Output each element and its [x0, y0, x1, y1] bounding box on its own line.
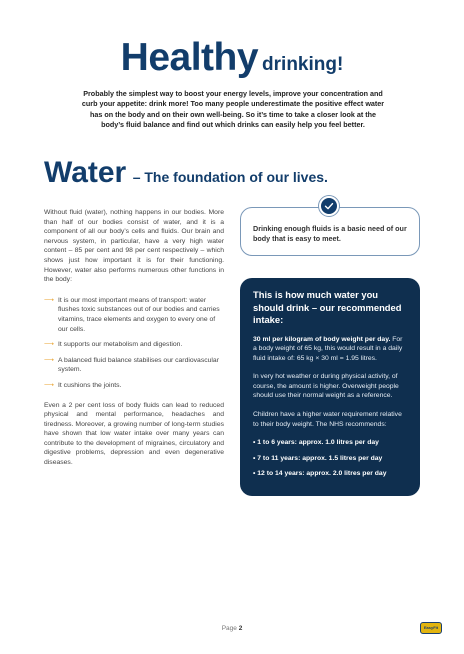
- callout-text: Drinking enough fluids is a basic need of our body that is easy to meet.: [253, 224, 407, 243]
- list-item: • 12 to 14 years: approx. 2.0 litres per day: [253, 470, 387, 478]
- children-note: Children have a higher water requirement relative to their body weight. The NHS recommends:: [253, 411, 402, 428]
- recommended-intake-box: [240, 278, 420, 496]
- section-title: [44, 156, 328, 190]
- intro-paragraph: Probably the simplest way to boost your energy levels, improve your concentration and curb your appetite: drink more! Too many people underestimate the positive effect water has on the body and on their own well-being. So it’s time to take a closer look at the body’s fluid balance and find out which drinks can easily help you feel better.: [81, 89, 385, 130]
- left-column: [44, 208, 224, 479]
- page-number: 2: [238, 625, 243, 632]
- page-header: [0, 36, 464, 80]
- page-footer: [0, 625, 464, 632]
- body-paragraph-2: Even a 2 per cent loss of body fluids can lead to reduced physical and mental performance, headaches and tiredness. Moreover, a growing number of long-term studies have shown that low water intake over many years can contribute to the development of migraines, circulatory and digestive problems, depression and even degenerative diseases.: [44, 401, 224, 467]
- infobox-title: This is how much water you should drink – our recommended intake:: [253, 289, 402, 325]
- arrow-icon: ⟶: [44, 381, 55, 389]
- hot-weather-note: In very hot weather or during physical activity, of course, the amount is higher. Overweight people should use their normal weight as a reference.: [253, 373, 399, 400]
- list-item: • 7 to 11 years: approx. 1.5 litres per day: [253, 454, 383, 462]
- page-label: Page: [221, 625, 237, 632]
- intake-rule: [253, 335, 408, 364]
- list-item: ⟶ A balanced fluid balance stabilises our cardiovascular system.: [44, 356, 219, 374]
- functions-list: [44, 296, 224, 391]
- intake-rule-text: For a body weight of 65 kg, this would result in a daily fluid intake of: 65 kg × 30 ml = 1.95 litres.: [253, 335, 403, 362]
- list-item: ⟶ It is our most important means of transport: water flushes toxic substances out of our bodies and carries vitamins, trace elements and oxygen to every one of our cells.: [44, 296, 220, 333]
- section-title-water: Water: [44, 156, 127, 189]
- check-icon: [319, 196, 339, 216]
- intake-rule-bold: 30 ml per kilogram of body weight per day.: [253, 335, 391, 343]
- age-intake-list: [253, 438, 408, 479]
- body-paragraph-1: Without fluid (water), nothing happens in our bodies. More than half of our bodies consist of water, and it is a component of all our body’s cells and fluids. Our brain and nervous system, in particular, have a very high water content – 85 per cent and 98 per cent respectively – which shows just how important it is for their functioning. However, water also performs numerous other functions in the body:: [44, 209, 224, 284]
- title-healthy: Healthy: [120, 36, 259, 79]
- list-item: • 1 to 6 years: approx. 1.0 litres per day: [253, 439, 379, 447]
- list-item: ⟶ It cushions the joints.: [44, 381, 122, 389]
- section-subtitle: – The foundation of our lives.: [132, 169, 328, 185]
- brand-logo: EasyFit: [420, 622, 442, 634]
- title-drinking: drinking!: [262, 54, 344, 75]
- arrow-icon: ⟶: [44, 341, 55, 349]
- list-item: ⟶ It supports our metabolism and digestion.: [44, 341, 183, 349]
- arrow-icon: ⟶: [44, 356, 55, 364]
- arrow-icon: ⟶: [44, 296, 55, 304]
